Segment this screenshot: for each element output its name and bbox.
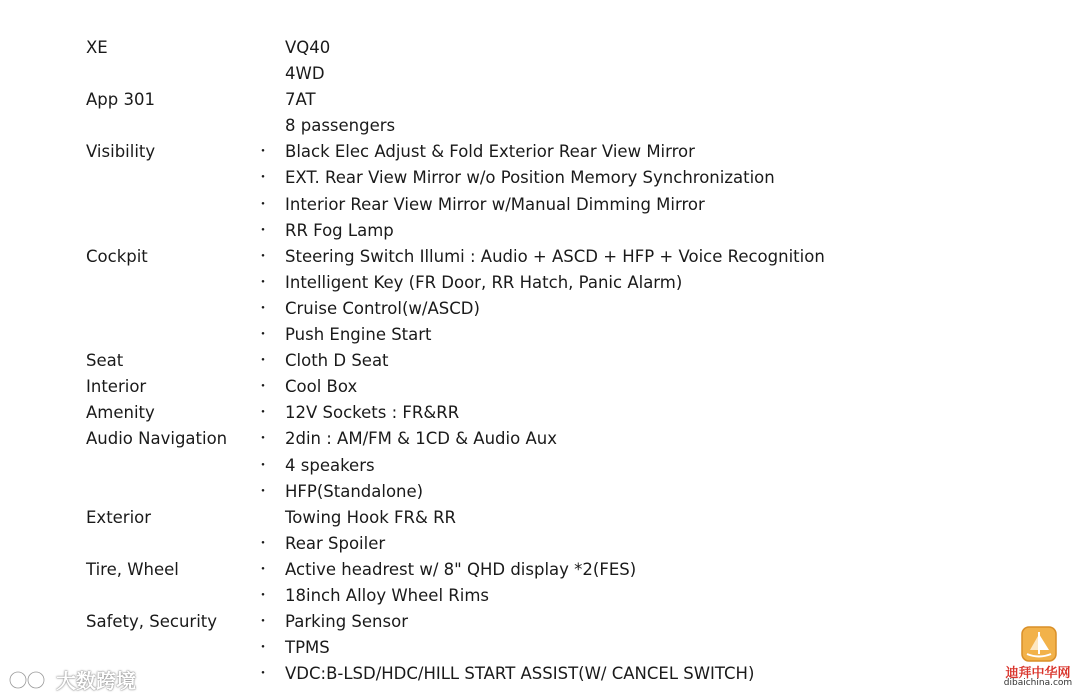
- spec-row: [0, 400, 1080, 426]
- spec-table: [0, 35, 1080, 687]
- spec-row: [0, 218, 1080, 244]
- spec-row: [0, 479, 1080, 505]
- spec-value: EXT. Rear View Mirror w/o Position Memory Synchronization: [285, 168, 775, 188]
- spec-row: [0, 531, 1080, 557]
- bullet-icon: ・: [256, 483, 270, 500]
- spec-value: 4 speakers: [285, 455, 375, 475]
- dibaichina-logo-icon: [1021, 626, 1057, 662]
- watermark-left: [8, 664, 136, 694]
- spec-category: XE: [86, 38, 108, 57]
- spec-category: Tire, Wheel: [86, 559, 179, 579]
- spec-value: 4WD: [285, 64, 325, 84]
- spec-row: [0, 113, 1080, 139]
- spec-row: [0, 635, 1080, 661]
- bullet-icon: ・: [256, 353, 270, 370]
- spec-row: [0, 192, 1080, 218]
- spec-value: HFP(Standalone): [285, 481, 424, 501]
- spec-row: [0, 609, 1080, 635]
- spec-value: 2din : AM/FM & 1CD & Audio Aux: [285, 429, 557, 449]
- spec-row: [0, 270, 1080, 296]
- spec-value: Interior Rear View Mirror w/Manual Dimming Mirror: [285, 194, 705, 214]
- spec-value: TPMS: [285, 638, 330, 658]
- bullet-icon: ・: [256, 587, 270, 604]
- spec-category: App 301: [86, 90, 155, 110]
- bullet-icon: ・: [256, 666, 270, 683]
- spec-row: [0, 374, 1080, 400]
- spec-value: Steering Switch Illumi : Audio + ASCD + HFP + Voice Recognition: [285, 246, 825, 266]
- spec-category: Exterior: [86, 507, 152, 527]
- spec-value: VQ40: [285, 38, 331, 57]
- spec-value: Towing Hook FR& RR: [285, 507, 457, 527]
- spec-value: VDC:B-LSD/HDC/HILL START ASSIST(W/ CANCEL SWITCH): [285, 664, 755, 684]
- spec-row: [0, 557, 1080, 583]
- bullet-icon: ・: [256, 327, 270, 344]
- spec-value: Intelligent Key (FR Door, RR Hatch, Panic Alarm): [285, 272, 683, 292]
- spec-row: [0, 348, 1080, 374]
- spec-category: Safety, Security: [86, 612, 218, 632]
- bullet-icon: ・: [256, 170, 270, 187]
- spec-row: [0, 87, 1080, 113]
- bullet-icon: ・: [256, 535, 270, 552]
- spec-row: [0, 583, 1080, 609]
- spec-row: [0, 661, 1080, 687]
- spec-row: [0, 165, 1080, 191]
- watermark-right-url: dibaichina.com: [1003, 678, 1073, 688]
- spec-category: Amenity: [86, 403, 155, 423]
- spec-value: Rear Spoiler: [285, 533, 386, 553]
- bullet-icon: ・: [256, 431, 270, 448]
- bullet-icon: ・: [256, 144, 270, 161]
- watermark-right-cn: 迪拜中华网: [1005, 666, 1071, 681]
- spec-value: Active headrest w/ 8" QHD display *2(FES): [285, 559, 637, 579]
- bullet-icon: ・: [256, 248, 270, 265]
- spec-value: Cruise Control(w/ASCD): [285, 298, 480, 318]
- watermark-left-text: 大数跨境: [56, 668, 136, 693]
- bullet-icon: ・: [256, 300, 270, 317]
- bullet-icon: ・: [256, 614, 270, 631]
- spec-category: Visibility: [86, 142, 156, 162]
- spec-value: Cool Box: [285, 377, 358, 397]
- spec-value: Parking Sensor: [285, 612, 408, 632]
- bullet-icon: ・: [256, 457, 270, 474]
- dashuju-logo-icon: [8, 667, 52, 691]
- spec-row: [0, 322, 1080, 348]
- bullet-icon: ・: [256, 561, 270, 578]
- bullet-icon: ・: [256, 405, 270, 422]
- spec-value: 7AT: [285, 90, 316, 110]
- spec-value: 18inch Alloy Wheel Rims: [285, 585, 489, 605]
- bullet-icon: ・: [256, 274, 270, 291]
- bullet-icon: ・: [256, 196, 270, 213]
- spec-category: Interior: [86, 377, 147, 397]
- spec-category: Seat: [86, 351, 124, 371]
- spec-value: Black Elec Adjust & Fold Exterior Rear View Mirror: [285, 142, 695, 162]
- spec-row: [0, 139, 1080, 165]
- spec-row: [0, 35, 1080, 61]
- spec-category: Audio Navigation: [86, 429, 228, 449]
- spec-value: Push Engine Start: [285, 325, 432, 345]
- spec-row: [0, 505, 1080, 531]
- watermark-right: [998, 626, 1078, 690]
- spec-row: [0, 244, 1080, 270]
- spec-category: Cockpit: [86, 246, 148, 266]
- spec-value: Cloth D Seat: [285, 351, 389, 371]
- spec-row: [0, 453, 1080, 479]
- spec-value: 8 passengers: [285, 116, 396, 136]
- bullet-icon: ・: [256, 222, 270, 239]
- spec-value: 12V Sockets : FR&RR: [285, 403, 460, 423]
- spec-value: RR Fog Lamp: [285, 220, 394, 240]
- spec-row: [0, 426, 1080, 452]
- bullet-icon: ・: [256, 640, 270, 657]
- spec-row: [0, 296, 1080, 322]
- spec-row: [0, 61, 1080, 87]
- bullet-icon: ・: [256, 379, 270, 396]
